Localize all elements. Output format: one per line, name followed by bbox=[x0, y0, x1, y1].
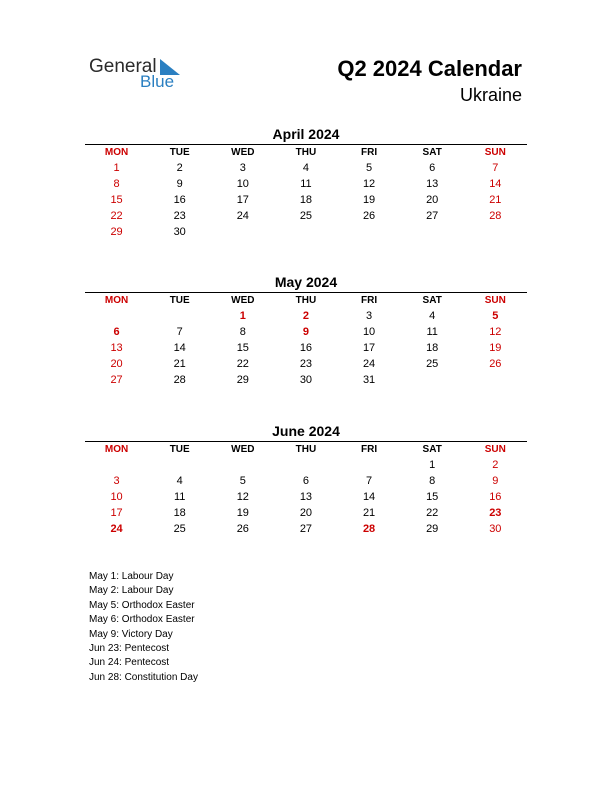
day-cell bbox=[464, 372, 527, 388]
day-cell: 29 bbox=[110, 226, 123, 238]
day-cell: 3 bbox=[239, 162, 246, 174]
day-cell: 10 bbox=[236, 178, 249, 190]
holiday-note: May 5: Orthodox Easter bbox=[89, 599, 195, 611]
week-row bbox=[85, 505, 527, 521]
day-cell bbox=[148, 457, 211, 473]
day-cell: 20 bbox=[299, 507, 313, 519]
day-cell: 9 bbox=[302, 326, 309, 338]
week-row bbox=[85, 489, 527, 505]
week-row bbox=[85, 521, 527, 537]
day-cell: 20 bbox=[110, 358, 123, 370]
day-cell: 2 bbox=[492, 459, 499, 471]
day-cell: 14 bbox=[362, 491, 376, 503]
day-cell: 8 bbox=[239, 326, 246, 338]
weekday-mon: MON bbox=[104, 147, 129, 158]
week-row bbox=[85, 208, 527, 224]
day-cell: 26 bbox=[236, 523, 249, 535]
day-cell: 7 bbox=[492, 162, 499, 174]
day-cell: 5 bbox=[366, 162, 373, 174]
week-row bbox=[85, 340, 527, 356]
logo bbox=[89, 56, 189, 96]
day-cell bbox=[211, 224, 274, 240]
day-cell: 15 bbox=[236, 342, 249, 354]
weekday-sun: SUN bbox=[484, 444, 506, 455]
day-cell: 28 bbox=[173, 374, 186, 386]
day-cell: 27 bbox=[426, 210, 439, 222]
day-cell: 26 bbox=[489, 358, 502, 370]
day-cell: 12 bbox=[362, 178, 376, 190]
holiday-note: Jun 28: Constitution Day bbox=[89, 671, 198, 683]
day-cell: 14 bbox=[173, 342, 186, 354]
day-cell: 5 bbox=[492, 310, 499, 322]
weekday-sun: SUN bbox=[484, 295, 506, 306]
day-cell: 24 bbox=[110, 523, 123, 535]
day-cell: 22 bbox=[426, 507, 439, 519]
weekday-sat: SAT bbox=[422, 295, 442, 306]
day-cell: 15 bbox=[426, 491, 439, 503]
day-cell: 1 bbox=[429, 459, 436, 471]
day-cell: 21 bbox=[173, 358, 186, 370]
day-cell bbox=[211, 457, 274, 473]
month-weeks bbox=[85, 457, 527, 537]
week-row bbox=[85, 324, 527, 340]
day-cell: 17 bbox=[110, 507, 123, 519]
week-row bbox=[85, 192, 527, 208]
day-cell: 5 bbox=[239, 475, 246, 487]
weekday-sat: SAT bbox=[422, 147, 442, 158]
day-cell: 13 bbox=[110, 342, 123, 354]
day-cell: 13 bbox=[299, 491, 313, 503]
month-title: June 2024 bbox=[272, 423, 340, 439]
weekday-tue: TUE bbox=[169, 147, 190, 158]
holiday-note: Jun 23: Pentecost bbox=[89, 643, 170, 655]
day-cell: 6 bbox=[113, 326, 120, 338]
weekday-fri: FRI bbox=[361, 444, 378, 455]
day-cell: 12 bbox=[236, 491, 249, 503]
day-cell bbox=[338, 457, 401, 473]
day-cell: 19 bbox=[489, 342, 502, 354]
weekday-header bbox=[85, 145, 527, 160]
weekday-wed: WED bbox=[231, 295, 255, 306]
day-cell: 6 bbox=[302, 475, 309, 487]
day-cell: 30 bbox=[299, 374, 313, 386]
day-cell: 7 bbox=[176, 326, 183, 338]
day-cell: 19 bbox=[362, 194, 376, 206]
weekday-thu: THU bbox=[295, 444, 317, 455]
week-row bbox=[85, 372, 527, 388]
week-row bbox=[85, 473, 527, 489]
day-cell: 16 bbox=[299, 342, 313, 354]
weekday-thu: THU bbox=[295, 147, 317, 158]
day-cell: 22 bbox=[110, 210, 123, 222]
holiday-note: May 9: Victory Day bbox=[89, 628, 173, 640]
day-cell: 27 bbox=[110, 374, 123, 386]
month-block-april bbox=[85, 125, 527, 240]
month-title: April 2024 bbox=[272, 126, 340, 142]
day-cell: 1 bbox=[239, 310, 246, 322]
day-cell bbox=[148, 308, 211, 324]
day-cell: 14 bbox=[489, 178, 502, 190]
day-cell: 31 bbox=[362, 374, 376, 386]
month-block-may bbox=[85, 273, 527, 388]
day-cell: 16 bbox=[489, 491, 502, 503]
day-cell: 29 bbox=[426, 523, 439, 535]
day-cell: 23 bbox=[299, 358, 313, 370]
day-cell: 10 bbox=[362, 326, 376, 338]
day-cell bbox=[401, 372, 464, 388]
day-cell: 9 bbox=[176, 178, 183, 190]
day-cell: 15 bbox=[110, 194, 123, 206]
day-cell: 28 bbox=[362, 523, 376, 535]
day-cell: 18 bbox=[173, 507, 186, 519]
weekday-sun: SUN bbox=[484, 147, 506, 158]
country-name: Ukraine bbox=[459, 85, 522, 105]
day-cell bbox=[464, 224, 527, 240]
weekday-wed: WED bbox=[231, 147, 255, 158]
day-cell: 11 bbox=[426, 326, 438, 338]
day-cell: 11 bbox=[300, 178, 312, 190]
week-row bbox=[85, 308, 527, 324]
day-cell: 18 bbox=[299, 194, 313, 206]
day-cell: 11 bbox=[173, 491, 186, 503]
day-cell: 26 bbox=[362, 210, 376, 222]
day-cell: 28 bbox=[489, 210, 502, 222]
day-cell: 1 bbox=[113, 162, 120, 174]
day-cell bbox=[85, 457, 148, 473]
month-weeks bbox=[85, 160, 527, 240]
day-cell: 2 bbox=[176, 162, 183, 174]
day-cell: 24 bbox=[236, 210, 249, 222]
day-cell: 23 bbox=[489, 507, 502, 519]
holiday-note: Jun 24: Pentecost bbox=[89, 657, 170, 669]
weekday-header bbox=[85, 293, 527, 308]
holiday-note: May 1: Labour Day bbox=[89, 571, 174, 582]
day-cell: 7 bbox=[366, 475, 373, 487]
logo-blue-text: Blue bbox=[140, 72, 175, 91]
holiday-note: May 6: Orthodox Easter bbox=[89, 614, 195, 626]
day-cell: 18 bbox=[426, 342, 439, 354]
day-cell: 3 bbox=[366, 310, 373, 322]
day-cell: 9 bbox=[492, 475, 499, 487]
day-cell: 8 bbox=[429, 475, 436, 487]
day-cell: 4 bbox=[302, 162, 309, 174]
day-cell bbox=[274, 224, 337, 240]
weekday-tue: TUE bbox=[169, 444, 190, 455]
day-cell: 3 bbox=[113, 475, 120, 487]
weekday-mon: MON bbox=[104, 444, 129, 455]
weekday-wed: WED bbox=[231, 444, 255, 455]
day-cell: 4 bbox=[429, 310, 436, 322]
day-cell: 6 bbox=[429, 162, 436, 174]
day-cell: 4 bbox=[176, 475, 183, 487]
weekday-sat: SAT bbox=[422, 444, 442, 455]
day-cell: 20 bbox=[426, 194, 439, 206]
day-cell: 30 bbox=[173, 226, 186, 238]
day-cell: 17 bbox=[362, 342, 376, 354]
week-row bbox=[85, 457, 527, 473]
day-cell bbox=[85, 308, 148, 324]
day-cell: 21 bbox=[362, 507, 376, 519]
week-row bbox=[85, 160, 527, 176]
month-block-june bbox=[85, 422, 527, 537]
day-cell: 13 bbox=[426, 178, 439, 190]
week-row bbox=[85, 356, 527, 372]
day-cell: 22 bbox=[236, 358, 249, 370]
day-cell: 16 bbox=[173, 194, 186, 206]
holiday-notes bbox=[89, 570, 198, 685]
month-title: May 2024 bbox=[274, 274, 338, 290]
day-cell: 30 bbox=[489, 523, 502, 535]
weekday-thu: THU bbox=[295, 295, 317, 306]
day-cell bbox=[338, 224, 401, 240]
day-cell: 23 bbox=[173, 210, 186, 222]
page-title: Q2 2024 Calendar bbox=[337, 56, 522, 81]
weekday-mon: MON bbox=[104, 295, 129, 306]
logo-general-text: General bbox=[89, 56, 157, 77]
day-cell: 12 bbox=[489, 326, 502, 338]
day-cell: 17 bbox=[236, 194, 249, 206]
day-cell: 19 bbox=[236, 507, 249, 519]
day-cell: 8 bbox=[113, 178, 120, 190]
holiday-note: May 2: Labour Day bbox=[89, 585, 174, 597]
day-cell: 29 bbox=[236, 374, 249, 386]
week-row bbox=[85, 224, 527, 240]
day-cell: 25 bbox=[173, 523, 186, 535]
day-cell: 10 bbox=[110, 491, 123, 503]
weekday-fri: FRI bbox=[361, 295, 378, 306]
weekday-tue: TUE bbox=[169, 295, 190, 306]
day-cell bbox=[401, 224, 464, 240]
day-cell: 2 bbox=[302, 310, 309, 322]
day-cell: 21 bbox=[489, 194, 502, 206]
day-cell: 27 bbox=[299, 523, 313, 535]
day-cell bbox=[274, 457, 337, 473]
day-cell: 25 bbox=[426, 358, 439, 370]
weekday-fri: FRI bbox=[361, 147, 378, 158]
day-cell: 25 bbox=[299, 210, 313, 222]
month-weeks bbox=[85, 308, 527, 388]
week-row bbox=[85, 176, 527, 192]
day-cell: 24 bbox=[362, 358, 376, 370]
weekday-header bbox=[85, 442, 527, 457]
